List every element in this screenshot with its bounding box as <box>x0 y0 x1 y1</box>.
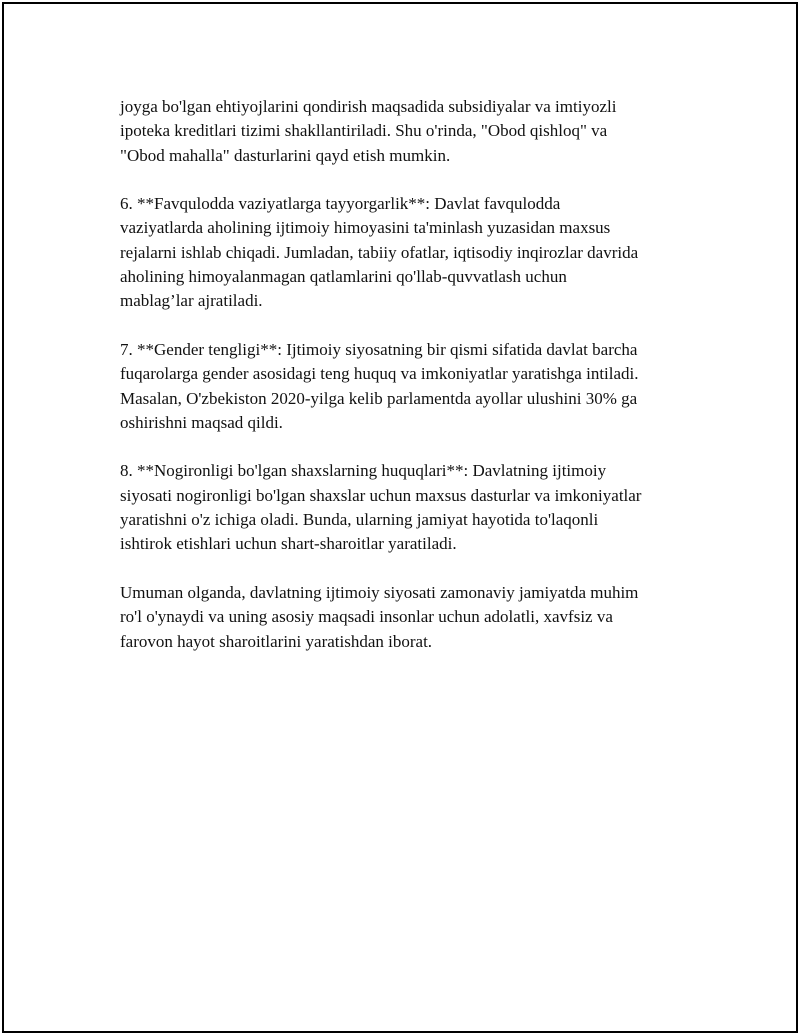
paragraph-emergency-preparedness <box>120 192 710 313</box>
text-line: farovon hayot sharoitlarini yaratishdan iborat. <box>120 631 433 651</box>
text-line: aholining himoyalanmagan qatlamlarini qo'llab-quvvatlash uchun <box>120 267 567 287</box>
text-line: 7. **Gender tengligi**: Ijtimoiy siyosatning bir qismi sifatida davlat barcha <box>120 339 638 359</box>
text-line: 8. **Nogironligi bo'lgan shaxslarning huquqlari**: Davlatning ijtimoiy <box>120 461 607 481</box>
paragraph-disability-rights <box>120 459 710 556</box>
text-line: siyosati nogironligi bo'lgan shaxslar uchun maxsus dasturlar va imkoniyatlar <box>120 485 642 505</box>
paragraph-conclusion <box>120 581 710 654</box>
text-line: mablag’lar ajratiladi. <box>120 291 263 311</box>
text-line: ro'l o'ynaydi va uning asosiy maqsadi insonlar uchun adolatli, xavfsiz va <box>120 607 613 627</box>
text-line: vaziyatlarda aholining ijtimoiy himoyasini ta'minlash yuzasidan maxsus <box>120 218 611 238</box>
text-line: Umuman olganda, davlatning ijtimoiy siyosati zamonaviy jamiyatda muhim <box>120 582 639 602</box>
text-line: joyga bo'lgan ehtiyojlarini qondirish maqsadida subsidiyalar va imtiyozli <box>120 97 617 116</box>
text-line: ishtirok etishlari uchun shart-sharoitlar yaratiladi. <box>120 534 457 554</box>
text-line: "Obod mahalla" dasturlarini qayd etish mumkin. <box>120 145 451 165</box>
text-line: rejalarni ishlab chiqadi. Jumladan, tabiiy ofatlar, iqtisodiy inqirozlar davrida <box>120 242 639 262</box>
text-line: fuqarolarga gender asosidagi teng huquq va imkoniyatlar yaratishga intiladi. <box>120 364 639 384</box>
text-line: Masalan, O'zbekiston 2020-yilga kelib parlamentda ayollar ulushini 30% ga <box>120 388 638 408</box>
paragraph-gender-equality <box>120 338 710 435</box>
text-line: yaratishni o'z ichiga oladi. Bunda, ularning jamiyat hayotida to'laqonli <box>120 510 599 530</box>
page-frame <box>2 2 798 1033</box>
text-line: ipoteka kreditlari tizimi shakllantiriladi. Shu o'rinda, "Obod qishloq" va <box>120 121 608 141</box>
paragraph-housing-continuation <box>120 95 710 168</box>
document-body <box>120 95 710 678</box>
text-line: 6. **Favqulodda vaziyatlarga tayyorgarlik**: Davlat favqulodda <box>120 194 561 214</box>
text-line: oshirishni maqsad qildi. <box>120 412 283 432</box>
